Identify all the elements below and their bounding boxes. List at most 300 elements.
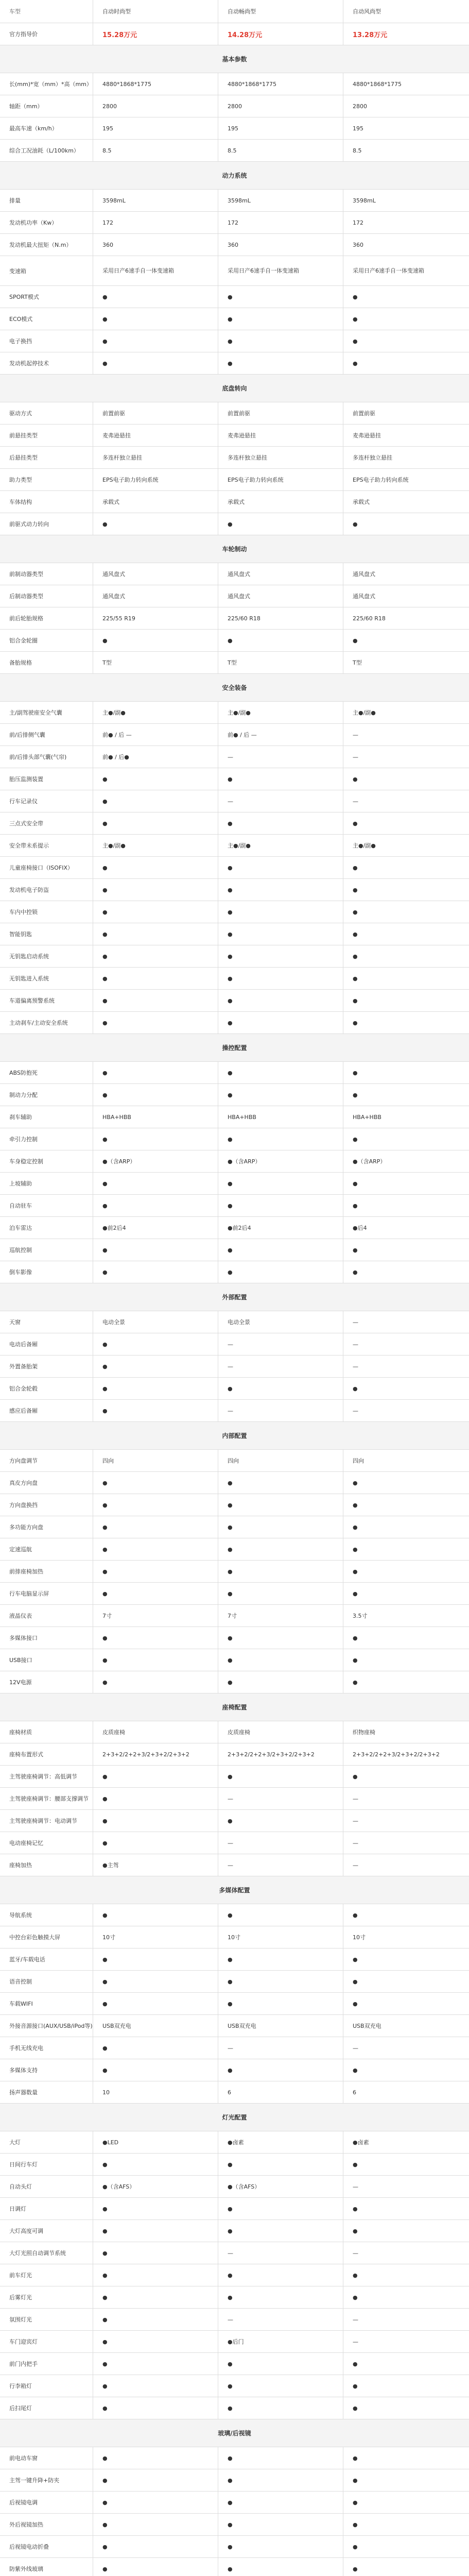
section-title: 底盘转向 [0, 375, 469, 402]
spec-label: 无钥匙启动系统 [0, 945, 93, 967]
spec-label: 蓝牙/车载电话 [0, 1948, 93, 1970]
spec-label: 电子换挡 [0, 330, 93, 352]
spec-value: ● [218, 2220, 343, 2242]
spec-value: T型 [218, 652, 343, 673]
spec-value: ● [353, 2205, 358, 2212]
spec-label: 外接音源接口(AUX/USB/iPod等) [0, 2015, 93, 2037]
spec-value: 225/55 R19 [93, 607, 218, 629]
spec-label: 多功能方向盘 [0, 1516, 93, 1538]
section-title: 内部配置 [0, 1422, 469, 1450]
spec-value: 承载式 [353, 499, 370, 505]
spec-label: 前门内把手 [0, 2353, 93, 2375]
spec-value: 采用日产6速手自一体变速箱 [353, 267, 424, 274]
spec-label: 发动机电子防盗 [0, 879, 93, 901]
spec-row [0, 140, 469, 162]
spec-label: 手机无线充电 [0, 2037, 93, 2059]
spec-row [0, 1971, 469, 1993]
spec-value: ● [93, 1788, 218, 1809]
spec-row [0, 2059, 469, 2081]
price-value: 14.28万元 [218, 23, 343, 45]
spec-value: HBA+HBB [353, 1113, 381, 1121]
spec-label: 巡航控制 [0, 1239, 93, 1261]
model-name: 自动畅尚型 [218, 0, 343, 23]
spec-value: ● [218, 2375, 343, 2397]
spec-value: 195 [218, 117, 343, 139]
spec-value: ● [218, 1904, 343, 1926]
spec-value: ●LED [93, 2131, 218, 2153]
spec-value: ● [218, 1671, 343, 1693]
spec-label: 语音控制 [0, 1971, 93, 1992]
spec-label: 行李箱灯 [0, 2375, 93, 2397]
spec-label: 导航系统 [0, 1904, 93, 1926]
spec-value: ● [218, 1195, 343, 1216]
spec-value: 四向 [218, 1450, 343, 1471]
spec-value: ● [93, 286, 218, 308]
spec-value: — [218, 1333, 343, 1355]
spec-row [0, 1472, 469, 1494]
spec-label: 座椅加热 [0, 1854, 93, 1876]
spec-value: ● [93, 2059, 218, 2081]
spec-row [0, 1671, 469, 1693]
spec-row [0, 1378, 469, 1400]
spec-label: 长(mm)*宽（mm）*高（mm） [0, 73, 93, 95]
spec-value: ● [218, 968, 343, 989]
spec-value: 承载式 [218, 491, 343, 513]
spec-label: 主驾驶座椅调节：电动调节 [0, 1810, 93, 1832]
spec-value: ● [93, 1494, 218, 1516]
spec-value: ● [353, 775, 358, 783]
spec-label: 主动刹车/主动安全系统 [0, 1012, 93, 1033]
spec-value: ● [218, 857, 343, 878]
spec-label: 前制动器类型 [0, 563, 93, 585]
spec-value: ●（含ARP） [218, 1150, 343, 1172]
spec-value: — [353, 1407, 358, 1414]
spec-label: 多媒体接口 [0, 1627, 93, 1649]
spec-label: 车身稳定控制 [0, 1150, 93, 1172]
spec-row [0, 2397, 469, 2419]
spec-row [0, 630, 469, 652]
spec-value: ● [218, 2492, 343, 2513]
spec-value: ● [93, 1671, 218, 1693]
spec-value: 8.5 [353, 147, 362, 154]
spec-value: ●卤素 [218, 2131, 343, 2153]
spec-label: 12V电源 [0, 1671, 93, 1693]
spec-value: EPS电子助力转向系统 [93, 469, 218, 490]
spec-row [0, 1904, 469, 1926]
spec-row [0, 2081, 469, 2104]
spec-value: 麦弗逊悬挂 [218, 425, 343, 446]
spec-label: 多媒体支持 [0, 2059, 93, 2081]
spec-value: ● [93, 768, 218, 790]
spec-value: ● [218, 308, 343, 330]
spec-value: ● [93, 2514, 218, 2535]
spec-label: 电动座椅记忆 [0, 1832, 93, 1854]
spec-value: ● [93, 1400, 218, 1421]
spec-value: 四向 [353, 1458, 364, 1464]
section-title: 多媒体配置 [0, 1876, 469, 1904]
model-name: 自动风尚型 [353, 8, 381, 15]
spec-row [0, 1150, 469, 1173]
spec-label: 轴距（mm） [0, 95, 93, 117]
spec-value: ● [93, 2447, 218, 2469]
spec-value: ● [93, 1261, 218, 1283]
spec-row [0, 1516, 469, 1538]
spec-row [0, 585, 469, 607]
spec-row [0, 2447, 469, 2469]
spec-value: ●主驾 [93, 1854, 218, 1876]
spec-value: ● [353, 1911, 358, 1919]
spec-row [0, 1854, 469, 1876]
spec-label: 定速巡航 [0, 1538, 93, 1560]
section-title: 车轮制动 [0, 535, 469, 563]
spec-value: ● [353, 1773, 358, 1780]
spec-row [0, 425, 469, 447]
spec-value: ● [218, 1378, 343, 1399]
spec-value: ● [93, 1516, 218, 1538]
spec-value: 承载式 [93, 491, 218, 513]
spec-row [0, 1832, 469, 1854]
spec-value: ● [353, 2161, 358, 2168]
spec-value: 195 [93, 117, 218, 139]
spec-value: ● [93, 2536, 218, 2557]
spec-row [0, 1217, 469, 1239]
spec-label: 前悬挂类型 [0, 425, 93, 446]
spec-value: 前● / 后 — [93, 724, 218, 745]
spec-value: — [353, 1839, 358, 1846]
spec-value: ● [93, 1627, 218, 1649]
spec-value: ● [218, 1649, 343, 1671]
spec-value: 主●/副● [218, 835, 343, 856]
spec-value: ● [218, 1948, 343, 1970]
spec-row [0, 402, 469, 425]
spec-label: 外后视镜加热 [0, 2514, 93, 2535]
spec-row [0, 1355, 469, 1378]
spec-value: ● [218, 812, 343, 834]
spec-row [0, 923, 469, 945]
spec-row [0, 190, 469, 212]
price-value: 13.28万元 [353, 31, 388, 39]
spec-value: ● [93, 857, 218, 878]
spec-value: USB双充电 [353, 2023, 381, 2029]
spec-value: ● [218, 1971, 343, 1992]
spec-value: ● [218, 2536, 343, 2557]
spec-label: 座椅材质 [0, 1721, 93, 1743]
spec-row [0, 73, 469, 95]
spec-label: 发动机功率（Kw） [0, 212, 93, 233]
spec-row [0, 1926, 469, 1948]
section-title: 座椅配置 [0, 1693, 469, 1721]
spec-value: ● [353, 1568, 358, 1575]
spec-value: ● [353, 820, 358, 827]
spec-value: ● [353, 2227, 358, 2234]
spec-value: — [353, 2044, 358, 2052]
spec-label: 防紫外线玻璃 [0, 2558, 93, 2576]
spec-label: 后扫尾灯 [0, 2397, 93, 2419]
spec-row [0, 2242, 469, 2264]
spec-value: 7寸 [218, 1605, 343, 1626]
spec-value: ● [93, 990, 218, 1011]
spec-value: ● [353, 1180, 358, 1187]
spec-value: ● [93, 630, 218, 651]
spec-value: ● [93, 2397, 218, 2419]
spec-value: — [353, 753, 358, 760]
spec-label: 行车电脑显示屏 [0, 1583, 93, 1604]
spec-value: 10寸 [93, 1926, 218, 1948]
spec-row [0, 1788, 469, 1810]
spec-value: HBA+HBB [93, 1106, 218, 1128]
spec-row [0, 2514, 469, 2536]
price-label: 官方指导价 [0, 23, 93, 45]
spec-value: ● [353, 2521, 358, 2528]
spec-value: ● [93, 901, 218, 923]
spec-value: 6 [218, 2081, 343, 2103]
spec-value: — [353, 1861, 358, 1869]
spec-value: ● [353, 1956, 358, 1963]
spec-value: ● [93, 1649, 218, 1671]
spec-row [0, 2131, 469, 2154]
spec-value: ● [218, 1627, 343, 1649]
spec-value: 2800 [353, 103, 367, 110]
spec-row [0, 1333, 469, 1355]
spec-value: ● [218, 2558, 343, 2576]
spec-value: ● [93, 1378, 218, 1399]
spec-row [0, 2176, 469, 2198]
spec-label: 制动力分配 [0, 1084, 93, 1106]
spec-value: 多连杆独立悬挂 [93, 447, 218, 468]
spec-value: ●后4 [353, 1225, 367, 1231]
spec-value: ● [353, 908, 358, 916]
spec-row [0, 1195, 469, 1217]
spec-value: ● [353, 2404, 358, 2412]
spec-row [0, 2037, 469, 2059]
spec-value: 前置前驱 [93, 402, 218, 424]
spec-value: ● [93, 2242, 218, 2264]
spec-value: 4880*1868*1775 [218, 73, 343, 95]
spec-value: ● [218, 1173, 343, 1194]
spec-value: ● [93, 2558, 218, 2576]
spec-row [0, 256, 469, 286]
spec-row [0, 330, 469, 352]
spec-label: 自动头灯 [0, 2176, 93, 2197]
spec-value: ● [93, 513, 218, 535]
spec-row [0, 2264, 469, 2286]
spec-value: ● [218, 1261, 343, 1283]
spec-value: 主●/副● [353, 842, 376, 849]
spec-label: 最高车速（km/h） [0, 117, 93, 139]
spec-value: ● [218, 1472, 343, 1494]
spec-row [0, 2331, 469, 2353]
spec-value: 3598mL [93, 190, 218, 211]
spec-value: ● [93, 1561, 218, 1582]
spec-label: 主/副驾驶座安全气囊 [0, 702, 93, 723]
spec-value: ● [93, 2264, 218, 2286]
spec-label: 助力类型 [0, 469, 93, 490]
model-row [0, 0, 469, 23]
spec-value: ● [353, 1656, 358, 1664]
spec-value: ● [353, 1590, 358, 1597]
spec-value: ● [93, 923, 218, 945]
spec-row [0, 1084, 469, 1106]
spec-value: 麦弗逊悬挂 [93, 425, 218, 446]
spec-row [0, 2558, 469, 2576]
spec-value: ● [93, 1766, 218, 1787]
spec-value: 麦弗逊悬挂 [353, 432, 381, 439]
spec-row [0, 513, 469, 535]
spec-value: ● [93, 1355, 218, 1377]
spec-value: — [353, 2249, 358, 2257]
spec-value: ● [353, 930, 358, 938]
spec-value: ● [353, 337, 358, 345]
spec-row [0, 607, 469, 630]
spec-row [0, 1605, 469, 1627]
spec-label: 刹车辅助 [0, 1106, 93, 1128]
spec-label: 智能钥匙 [0, 923, 93, 945]
spec-row [0, 1993, 469, 2015]
spec-label: ECO模式 [0, 308, 93, 330]
spec-label: 日间行车灯 [0, 2154, 93, 2175]
spec-row [0, 1743, 469, 1766]
spec-row [0, 1494, 469, 1516]
spec-row [0, 1810, 469, 1832]
spec-value: 主●/副● [93, 702, 218, 723]
spec-value: — [353, 798, 358, 805]
spec-row [0, 790, 469, 812]
spec-row [0, 95, 469, 117]
spec-value: USB双充电 [218, 2015, 343, 2037]
spec-value: 皮质座椅 [218, 1721, 343, 1743]
spec-value: ● [93, 1538, 218, 1560]
model-label: 车型 [0, 0, 93, 23]
spec-value: ● [353, 975, 358, 982]
spec-label: 前电动车窗 [0, 2447, 93, 2469]
spec-label: 泊车雷达 [0, 1217, 93, 1239]
spec-value: ● [353, 637, 358, 644]
spec-value: 360 [353, 241, 363, 248]
spec-value: ●（含ARP） [353, 1158, 386, 1165]
spec-row [0, 117, 469, 140]
spec-value: ● [93, 879, 218, 901]
spec-value: 通风盘式 [218, 563, 343, 585]
spec-value: 8.5 [93, 140, 218, 161]
spec-value: ● [93, 330, 218, 352]
spec-value: 电动全景 [93, 1311, 218, 1333]
spec-row [0, 857, 469, 879]
spec-value: ● [218, 2469, 343, 2491]
spec-row [0, 2220, 469, 2242]
spec-row [0, 1400, 469, 1422]
spec-value: 主●/副● [353, 709, 376, 716]
spec-label: 方向盘换挡 [0, 1494, 93, 1516]
spec-value: ● [353, 1978, 358, 1985]
spec-value: 通风盘式 [218, 585, 343, 607]
spec-value: ● [218, 1494, 343, 1516]
spec-value: ● [218, 2353, 343, 2375]
spec-value: ● [218, 879, 343, 901]
spec-value: 皮质座椅 [93, 1721, 218, 1743]
spec-row [0, 1948, 469, 1971]
spec-label: 倒车影像 [0, 1261, 93, 1283]
spec-label: 日调灯 [0, 2198, 93, 2219]
spec-row [0, 2492, 469, 2514]
spec-label: 前车灯光 [0, 2264, 93, 2286]
spec-value: ● [353, 1679, 358, 1686]
spec-value: 2+3+2/2+2+3/2+3+2/2+3+2 [353, 1751, 440, 1758]
spec-label: 车载WIFI [0, 1993, 93, 2014]
spec-value: ● [93, 790, 218, 812]
spec-value: ●（含AFS） [93, 2176, 218, 2197]
spec-label: 座椅布置形式 [0, 1743, 93, 1765]
spec-value: ● [218, 2198, 343, 2219]
spec-value: ● [93, 1472, 218, 1494]
spec-row [0, 1128, 469, 1150]
spec-value: 4880*1868*1775 [93, 73, 218, 95]
spec-value: — [218, 790, 343, 812]
spec-value: ● [93, 352, 218, 374]
spec-label: SPORT模式 [0, 286, 93, 308]
spec-value: ● [353, 1501, 358, 1509]
spec-value: ● [353, 2360, 358, 2367]
spec-label: 主驾驶座椅调节：高低调节 [0, 1766, 93, 1787]
spec-row [0, 1062, 469, 1084]
spec-sections [0, 45, 469, 2576]
spec-row [0, 1627, 469, 1649]
spec-label: 中控台彩色触摸大屏 [0, 1926, 93, 1948]
spec-value: 10寸 [353, 1934, 366, 1941]
spec-value: ● [93, 1971, 218, 1992]
spec-row [0, 2015, 469, 2037]
spec-value: 10 [93, 2081, 218, 2103]
spec-value: ●（含ARP） [93, 1150, 218, 1172]
spec-label: 天窗 [0, 1311, 93, 1333]
spec-row [0, 724, 469, 746]
spec-label: 后视镜电动折叠 [0, 2536, 93, 2557]
spec-row [0, 835, 469, 857]
spec-value: ● [218, 286, 343, 308]
spec-value: ● [353, 1523, 358, 1531]
spec-value: 2800 [218, 95, 343, 117]
spec-value: ● [353, 864, 358, 871]
spec-value: ● [218, 2059, 343, 2081]
spec-label: ABS防抱死 [0, 1062, 93, 1083]
spec-value: 织物座椅 [353, 1729, 375, 1736]
spec-row [0, 1583, 469, 1605]
spec-value: ● [218, 1538, 343, 1560]
spec-value: ● [93, 2154, 218, 2175]
spec-label: 主驾一键升降+防夹 [0, 2469, 93, 2491]
spec-value: 3.5寸 [353, 1613, 368, 1619]
spec-value: ●卤素 [353, 2139, 369, 2146]
spec-value: ● [353, 520, 358, 528]
spec-row [0, 2353, 469, 2375]
spec-value: EPS电子助力转向系统 [218, 469, 343, 490]
spec-label: 后制动器类型 [0, 585, 93, 607]
spec-value: — [353, 2338, 358, 2345]
spec-value: ● [218, 1062, 343, 1083]
spec-value: ● [218, 513, 343, 535]
spec-row [0, 469, 469, 491]
spec-value: 通风盘式 [353, 571, 375, 578]
spec-row [0, 901, 469, 923]
spec-value: ● [93, 1993, 218, 2014]
spec-value: T型 [93, 652, 218, 673]
spec-label: 铝合金轮毂 [0, 1378, 93, 1399]
spec-row [0, 1766, 469, 1788]
spec-row [0, 2536, 469, 2558]
spec-label: 前/后排头部气囊(气帘) [0, 746, 93, 768]
spec-label: 前/后排侧气囊 [0, 724, 93, 745]
spec-value: ● [218, 1239, 343, 1261]
spec-value: 360 [218, 234, 343, 256]
